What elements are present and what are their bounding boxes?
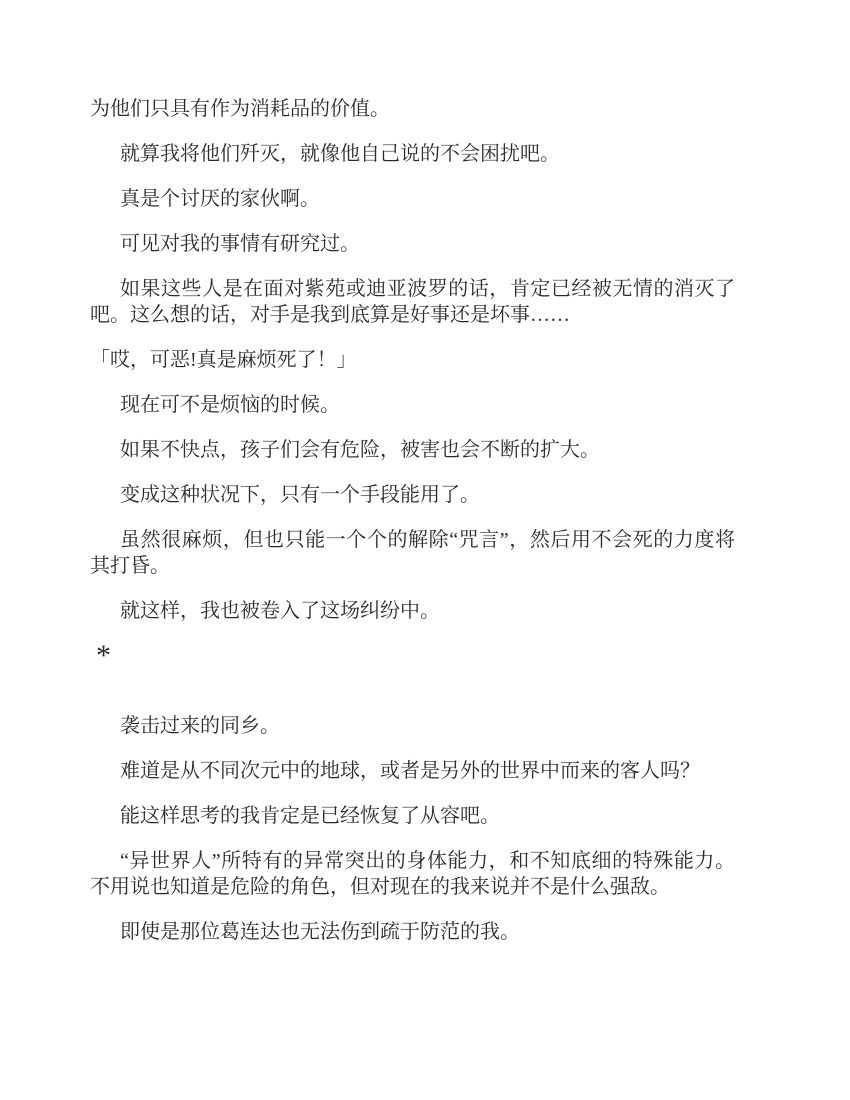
paragraph: 如果这些人是在面对紫苑或迪亚波罗的话，肯定已经被无情的消灭了吧。这么想的话，对手是我到底算是好事还是坏事…… bbox=[90, 278, 735, 326]
paragraph: 即使是那位葛连达也无法伤到疏于防范的我。 bbox=[120, 921, 520, 943]
paragraph: 真是个讨厌的家伙啊。 bbox=[120, 188, 320, 210]
paragraph: 为他们只具有作为消耗品的价值。 bbox=[90, 98, 390, 120]
paragraph: 就这样，我也被卷入了这场纠纷中。 bbox=[120, 600, 440, 622]
section-break-asterisk: * bbox=[96, 639, 111, 672]
paragraph: 能这样思考的我肯定是已经恢复了从容吧。 bbox=[120, 805, 500, 827]
paragraph: 现在可不是烦恼的时候。 bbox=[120, 394, 340, 416]
paragraph: 可见对我的事情有研究过。 bbox=[120, 233, 360, 255]
paragraph: “异世界人”所特有的异常突出的身体能力，和不知底细的特殊能力。不用说也知道是危险的角色，但对现在的我来说并不是什么强敌。 bbox=[90, 850, 735, 898]
paragraph: 变成这种状况下，只有一个手段能用了。 bbox=[120, 484, 480, 506]
paragraph: 袭击过来的同乡。 bbox=[120, 715, 280, 737]
paragraph: 就算我将他们歼灭，就像他自己说的不会困扰吧。 bbox=[120, 143, 560, 165]
paragraph: 难道是从不同次元中的地球，或者是另外的世界中而来的客人吗？ bbox=[120, 760, 700, 782]
paragraph: 虽然很麻烦，但也只能一个个的解除“咒言”，然后用不会死的力度将其打昏。 bbox=[90, 529, 735, 577]
paragraph: 「哎，可恶!真是麻烦死了！」 bbox=[90, 349, 357, 371]
page-text-block bbox=[90, 96, 735, 964]
paragraph: 如果不快点，孩子们会有危险，被害也会不断的扩大。 bbox=[120, 439, 600, 461]
